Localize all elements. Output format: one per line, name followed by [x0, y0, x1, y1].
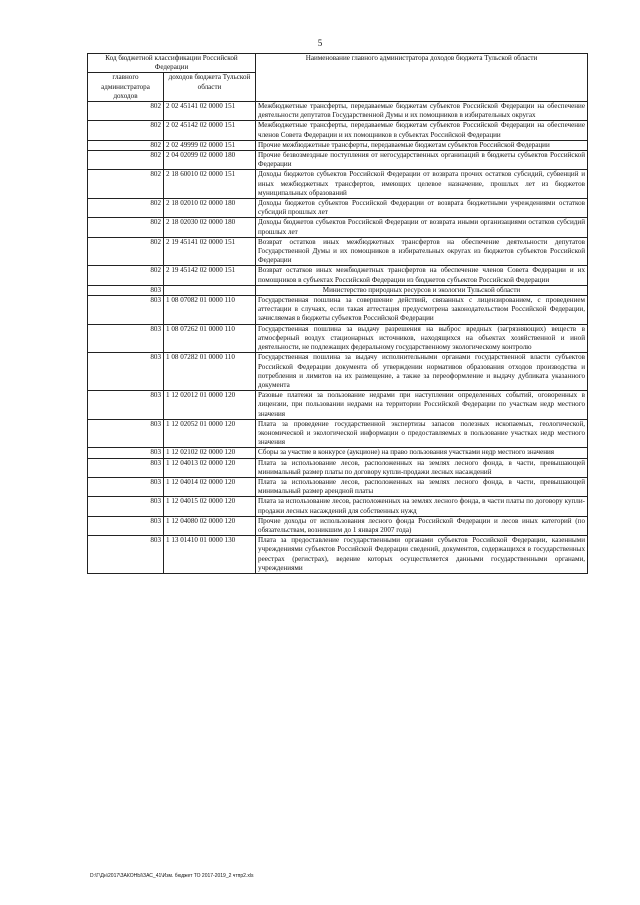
table-row	[88, 516, 588, 535]
revenue-code-cell: 1 12 04014 02 0000 120	[164, 477, 256, 496]
header-admin-column: главного администратора доходов	[88, 73, 164, 102]
table-row	[88, 218, 588, 237]
table-row	[88, 237, 588, 266]
revenue-code-cell: 2 02 45142 02 0000 151	[164, 121, 256, 140]
admin-code-cell: 803	[88, 536, 164, 574]
revenue-code-cell: 1 12 02052 01 0000 120	[164, 419, 256, 448]
revenue-code-cell: 1 12 02012 01 0000 120	[164, 391, 256, 420]
admin-code-cell: 803	[88, 353, 164, 391]
table-row	[88, 102, 588, 121]
table-row	[88, 121, 588, 140]
revenue-code-cell: 1 12 04015 02 0000 120	[164, 497, 256, 516]
table-row	[88, 458, 588, 477]
revenue-code-cell: 1 08 07262 01 0000 110	[164, 324, 256, 353]
revenue-code-cell: 2 18 02010 02 0000 180	[164, 199, 256, 218]
description-cell: Прочие межбюджетные трансферты, передаваемые бюджетам субъектов Российской Федерации	[256, 140, 588, 150]
admin-code-cell: 803	[88, 391, 164, 420]
section-row	[88, 285, 588, 295]
section-title: Министерство природных ресурсов и экологии Тульской области	[256, 285, 588, 295]
admin-code-cell: 802	[88, 218, 164, 237]
description-cell: Возврат остатков иных межбюджетных трансфертов на обеспечение членов Совета Федерации и их помощников в субъектах Российской Федерации из бюджетов субъектов Российской Федерации	[256, 266, 588, 285]
description-cell: Сборы за участие в конкурсе (аукционе) на право пользования участками недр местного значения	[256, 448, 588, 458]
admin-code-cell: 803	[88, 419, 164, 448]
revenue-code-cell: 2 19 45141 02 0000 151	[164, 237, 256, 266]
table-row	[88, 419, 588, 448]
revenue-code-cell: 2 02 49999 02 0000 151	[164, 140, 256, 150]
revenue-code-cell: 2 18 60010 02 0000 151	[164, 170, 256, 199]
description-cell: Плата за использование лесов, расположенных на землях лесного фонда, в части, превышающей минимальный размер платы по договору купли-продажи лесных насаждений	[256, 458, 588, 477]
description-cell: Доходы бюджетов субъектов Российской Федерации от возврата иными организациями остатков субсидий прошлых лет	[256, 218, 588, 237]
description-cell: Разовые платежи за пользование недрами при наступлении определенных событий, оговоренных в лицензии, при пользовании недрами на территории Российской Федерации по участкам недр местного значения	[256, 391, 588, 420]
table-row	[88, 140, 588, 150]
table-row	[88, 353, 588, 391]
revenue-code-cell: 2 18 02030 02 0000 180	[164, 218, 256, 237]
revenue-code-cell: 1 12 04013 02 0000 120	[164, 458, 256, 477]
description-cell: Доходы бюджетов субъектов Российской Федерации от возврата прочих остатков субсидий, субвенций и иных межбюджетных трансфертов, имеющих целевое назначение, прошлых лет из бюджетов муниципальных образований	[256, 170, 588, 199]
description-cell: Межбюджетные трансферты, передаваемые бюджетам субъектов Российской Федерации на обеспечение деятельности депутатов Государственной Думы и их помощников в избирательных округах	[256, 102, 588, 121]
description-cell: Плата за использование лесов, расположенных на землях лесного фонда, в части, превышающей минимальный размер арендной платы	[256, 477, 588, 496]
table-row	[88, 296, 588, 325]
admin-code-cell: 803	[88, 448, 164, 458]
revenue-code-cell: 2 04 02099 02 0000 180	[164, 151, 256, 170]
revenue-code-cell: 1 12 04080 02 0000 120	[164, 516, 256, 535]
revenue-code-cell: 1 08 07082 01 0000 110	[164, 296, 256, 325]
header-revenue-column: доходов бюджета Тульской области	[164, 73, 256, 102]
admin-code-cell: 802	[88, 140, 164, 150]
admin-code-cell: 803	[88, 285, 164, 295]
description-cell: Возврат остатков иных межбюджетных трансфертов на обеспечение деятельности депутатов Государственной Думы и их помощников в избирательных округах из бюджетов субъектов Российской Федерации	[256, 237, 588, 266]
description-cell: Плата за использование лесов, расположенных на землях лесного фонда, в части платы по договору купли-продажи лесных насаждений для собственных нужд	[256, 497, 588, 516]
table-row	[88, 324, 588, 353]
table-row	[88, 391, 588, 420]
table-row	[88, 536, 588, 574]
revenue-code-cell: 1 13 01410 01 0000 130	[164, 536, 256, 574]
admin-code-cell: 802	[88, 151, 164, 170]
description-cell: Государственная пошлина за выдачу разрешения на выброс вредных (загрязняющих) веществ в атмосферный воздух стационарных источников, находящихся на объектах хозяйственной и иной деятельности, не подлежащих федеральному государственному экологическому контролю	[256, 324, 588, 353]
admin-code-cell: 803	[88, 458, 164, 477]
revenue-code-cell: 1 12 02102 02 0000 120	[164, 448, 256, 458]
admin-code-cell: 802	[88, 102, 164, 121]
admin-code-cell: 803	[88, 324, 164, 353]
revenue-code-cell: 2 02 45141 02 0000 151	[164, 102, 256, 121]
admin-code-cell: 802	[88, 237, 164, 266]
table-row	[88, 497, 588, 516]
table-row	[88, 266, 588, 285]
description-cell: Межбюджетные трансферты, передаваемые бюджетам субъектов Российской Федерации на обеспечение членов Совета Федерации и их помощников в субъектах Российской Федерации	[256, 121, 588, 140]
table-row	[88, 170, 588, 199]
table-row	[88, 477, 588, 496]
budget-classification-table	[87, 53, 588, 574]
admin-code-cell: 802	[88, 266, 164, 285]
description-cell: Прочие безвозмездные поступления от негосударственных организаций в бюджеты субъектов Российской Федерации	[256, 151, 588, 170]
page-number: 5	[317, 38, 323, 48]
revenue-code-cell: 2 19 45142 02 0000 151	[164, 266, 256, 285]
table-row	[88, 151, 588, 170]
admin-code-cell: 802	[88, 199, 164, 218]
description-cell: Плата за предоставление государственными органами субъектов Российской Федерации, казенными учреждениями субъектов Российской Федерации сведений, документов, содержащихся в государственных реестрах (регистрах), ведение которых осуществляется данными государственными органами, учреждениями	[256, 536, 588, 574]
admin-code-cell: 803	[88, 497, 164, 516]
admin-code-cell: 803	[88, 516, 164, 535]
header-name-column: Наименование главного администратора доходов бюджета Тульской области	[256, 54, 588, 102]
table-row	[88, 199, 588, 218]
description-cell: Государственная пошлина за совершение действий, связанных с лицензированием, с проведением аттестации в случаях, если такая аттестация предусмотрена законодательством Российской Федерации, зачисляемая в бюджеты субъектов Российской Федерации	[256, 296, 588, 325]
table-row	[88, 448, 588, 458]
admin-code-cell: 802	[88, 121, 164, 140]
admin-code-cell: 803	[88, 477, 164, 496]
description-cell: Государственная пошлина за выдачу исполнительными органами государственной власти субъектов Российской Федерации документа об утверждении нормативов образования отходов производства и потребления и лимитов на их размещение, а также за переоформление и выдачу дубликата указанного документа	[256, 353, 588, 391]
description-cell: Прочие доходы от использования лесного фонда Российской Федерации и лесов иных категорий (по обязательствам, возникшим до 1 января 2007 года)	[256, 516, 588, 535]
description-cell: Доходы бюджетов субъектов Российской Федерации от возврата бюджетными учреждениями остатков субсидий прошлых лет	[256, 199, 588, 218]
admin-code-cell: 803	[88, 296, 164, 325]
footer-file-path: D:\Г\Дн\2017\ЗАКОНЫ\ЗАС_41\Изм. бюджет ТО 2017-2019_2 чтпр2.xls	[90, 873, 254, 879]
revenue-code-cell: 1 08 07282 01 0000 110	[164, 353, 256, 391]
revenue-code-cell	[164, 285, 256, 295]
description-cell: Плата за проведение государственной экспертизы запасов полезных ископаемых, геологической, экономической и экологической информации о предоставляемых в пользование участках недр местного значения	[256, 419, 588, 448]
header-code-group: Код бюджетной классификации Российской Федерации	[88, 54, 256, 73]
admin-code-cell: 802	[88, 170, 164, 199]
